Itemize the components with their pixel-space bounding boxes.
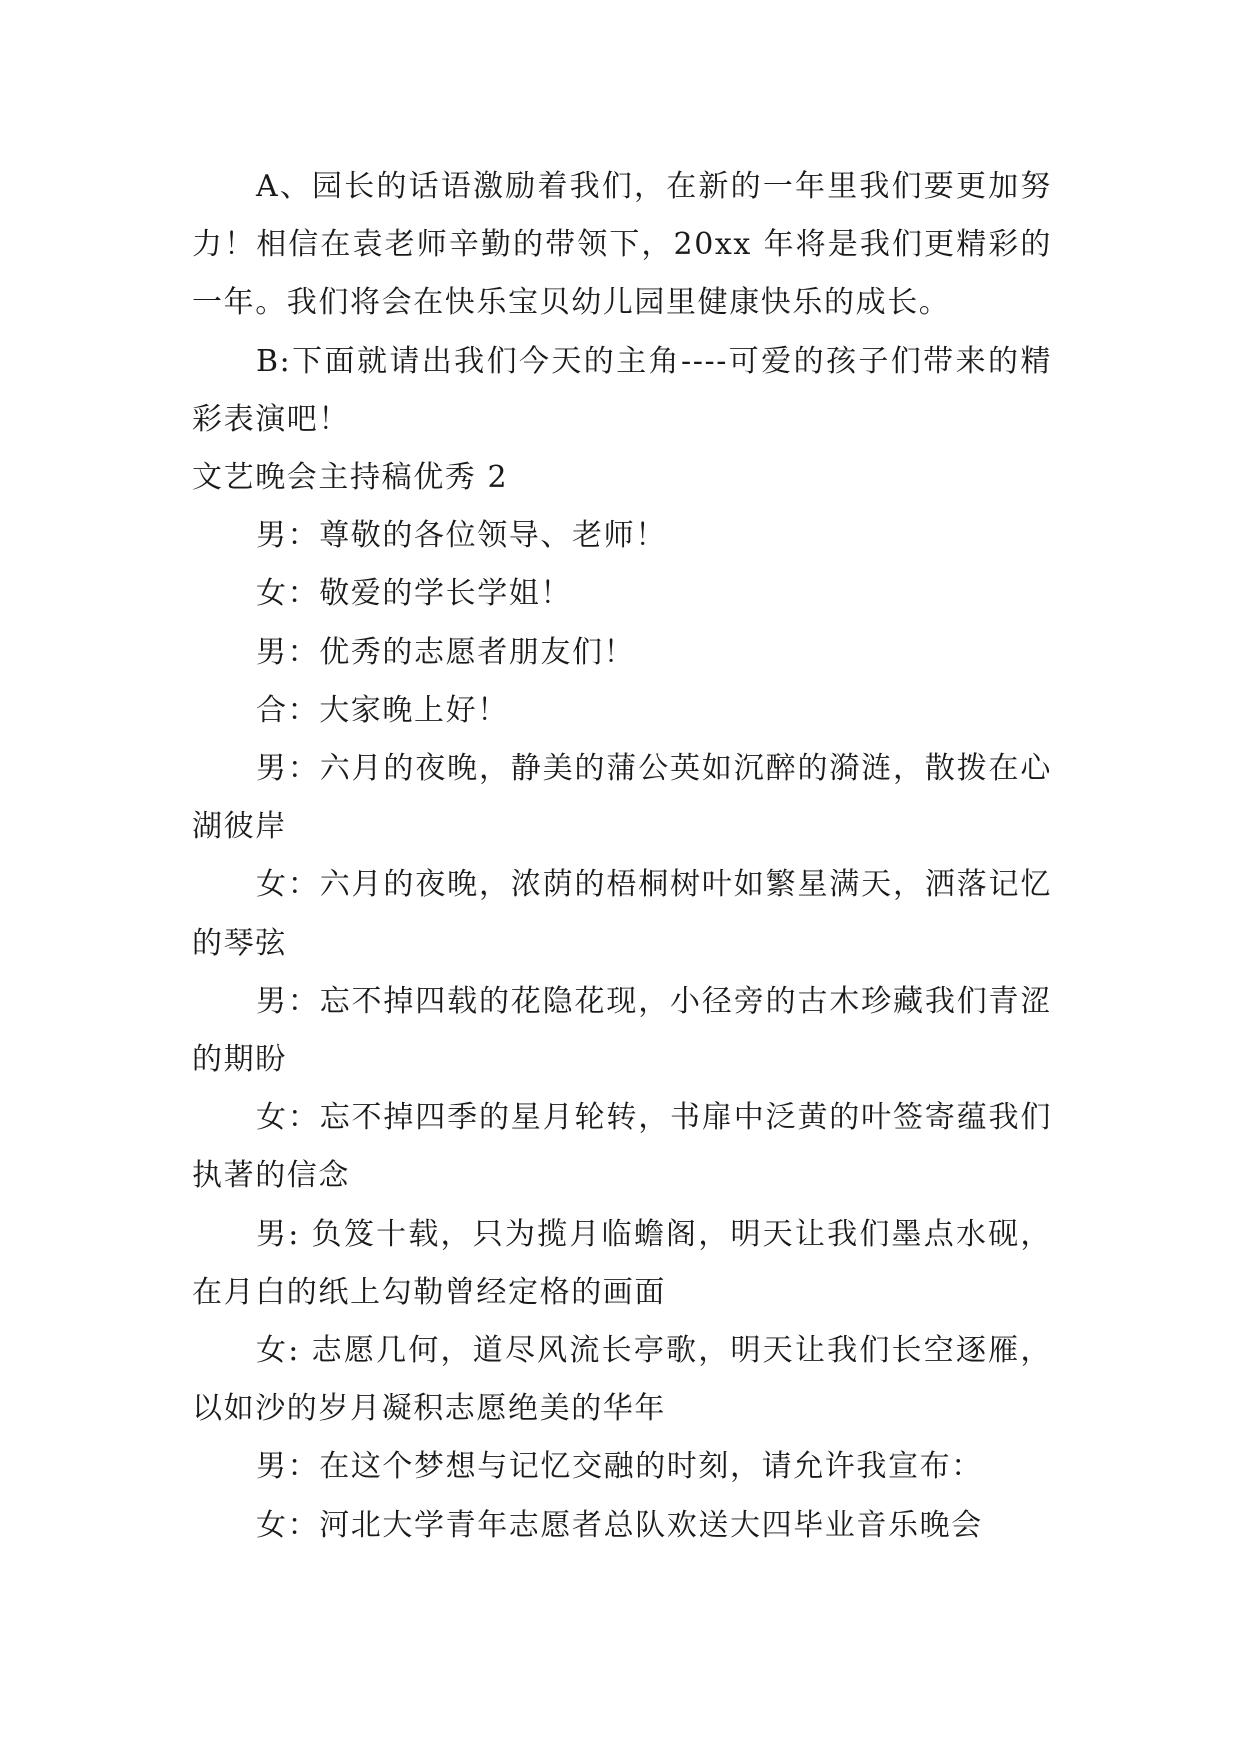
paragraph: 女：六月的夜晚，浓荫的梧桐树叶如繁星满天，洒落记忆的琴弦 [192, 867, 1052, 961]
paragraph: 合：大家晚上好！ [256, 692, 509, 728]
paragraph: 男：六月的夜晚，静美的蒲公英如沉醉的漪涟，散拨在心湖彼岸 [192, 751, 1052, 845]
paragraph: 男：在这个梦想与记忆交融的时刻，请允许我宣布： [256, 1449, 983, 1485]
document-body [192, 158, 1052, 1555]
paragraph: 女：忘不掉四季的星月轮转，书扉中泛黄的叶签寄蕴我们执著的信念 [192, 1100, 1052, 1194]
paragraph: 男：优秀的志愿者朋友们！ [256, 634, 636, 670]
paragraph: 女：河北大学青年志愿者总队欢送大四毕业音乐晚会 [256, 1507, 983, 1543]
paragraph: B:下面就请出我们今天的主角----可爱的孩子们带来的精彩表演吧！ [192, 343, 1052, 437]
paragraph: 女：敬爱的学长学姐！ [256, 576, 572, 612]
paragraph: 男: 负笈十载，只为揽月临蟾阁，明天让我们墨点水砚，在月白的纸上勾勒曾经定格的画面 [192, 1216, 1052, 1310]
paragraph: A、园长的话语激励着我们，在新的一年里我们要更加努力！相信在袁老师辛勤的带领下，20xx 年将是我们更精彩的一年。我们将会在快乐宝贝幼儿园里健康快乐的成长。 [192, 169, 1052, 321]
paragraph: 男：尊敬的各位领导、老师！ [256, 518, 667, 554]
paragraph: 女: 志愿几何，道尽风流长亭歌，明天让我们长空逐雁，以如沙的岁月凝积志愿绝美的华年 [192, 1333, 1052, 1427]
paragraph: 男：忘不掉四载的花隐花现，小径旁的古木珍藏我们青涩的期盼 [192, 983, 1052, 1078]
section-heading: 文艺晚会主持稿优秀 2 [192, 460, 509, 496]
